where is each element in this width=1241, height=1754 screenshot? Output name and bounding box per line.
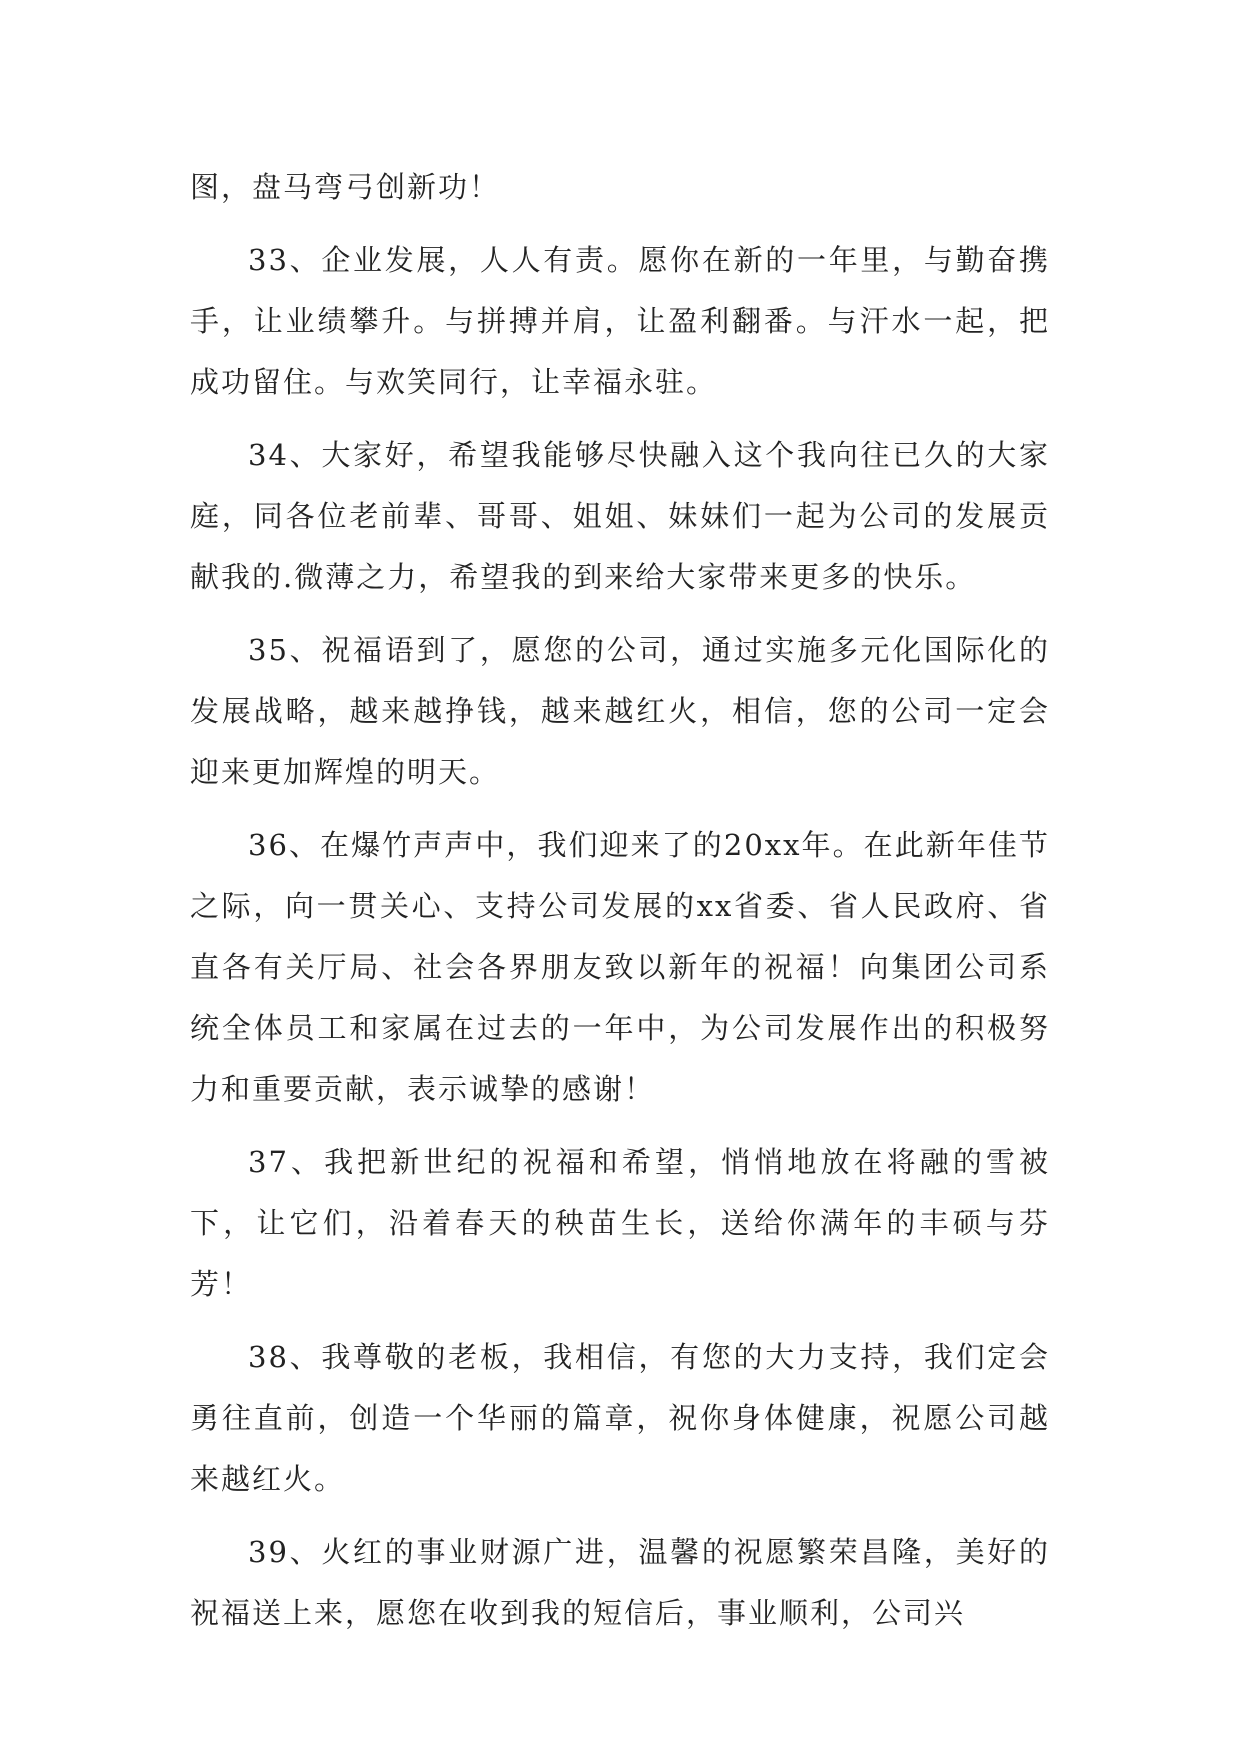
- paragraph-36: 36、在爆竹声声中，我们迎来了的20xx年。在此新年佳节之际，向一贯关心、支持公司发展的xx省委、省人民政府、省直各有关厅局、社会各界朋友致以新年的祝福！向集团公司系统全体员工和家属在过去的一年中，为公司发展作出的积极努力和重要贡献，表示诚挚的感谢！: [190, 828, 1050, 1106]
- paragraph-continuation: 图，盘马弯弓创新功！: [190, 170, 501, 204]
- document-body: [190, 157, 1050, 1644]
- paragraph-39: 39、火红的事业财源广进，温馨的祝愿繁荣昌隆，美好的祝福送上来，愿您在收到我的短信后，事业顺利，公司兴: [190, 1535, 1050, 1630]
- paragraph-37: 37、我把新世纪的祝福和希望，悄悄地放在将融的雪被下，让它们，沿着春天的秧苗生长，送给你满年的丰硕与芬芳！: [190, 1145, 1050, 1301]
- paragraph-34: 34、大家好，希望我能够尽快融入这个我向往已久的大家庭，同各位老前辈、哥哥、姐姐、妹妹们一起为公司的发展贡献我的.微薄之力，希望我的到来给大家带来更多的快乐。: [190, 438, 1050, 594]
- paragraph-35: 35、祝福语到了，愿您的公司，通过实施多元化国际化的发展战略，越来越挣钱，越来越红火，相信，您的公司一定会迎来更加辉煌的明天。: [190, 633, 1050, 789]
- paragraph-38: 38、我尊敬的老板，我相信，有您的大力支持，我们定会勇往直前，创造一个华丽的篇章，祝你身体健康，祝愿公司越来越红火。: [190, 1340, 1050, 1496]
- paragraph-33: 33、企业发展，人人有责。愿你在新的一年里，与勤奋携手，让业绩攀升。与拼搏并肩，让盈利翻番。与汗水一起，把成功留住。与欢笑同行，让幸福永驻。: [190, 243, 1050, 399]
